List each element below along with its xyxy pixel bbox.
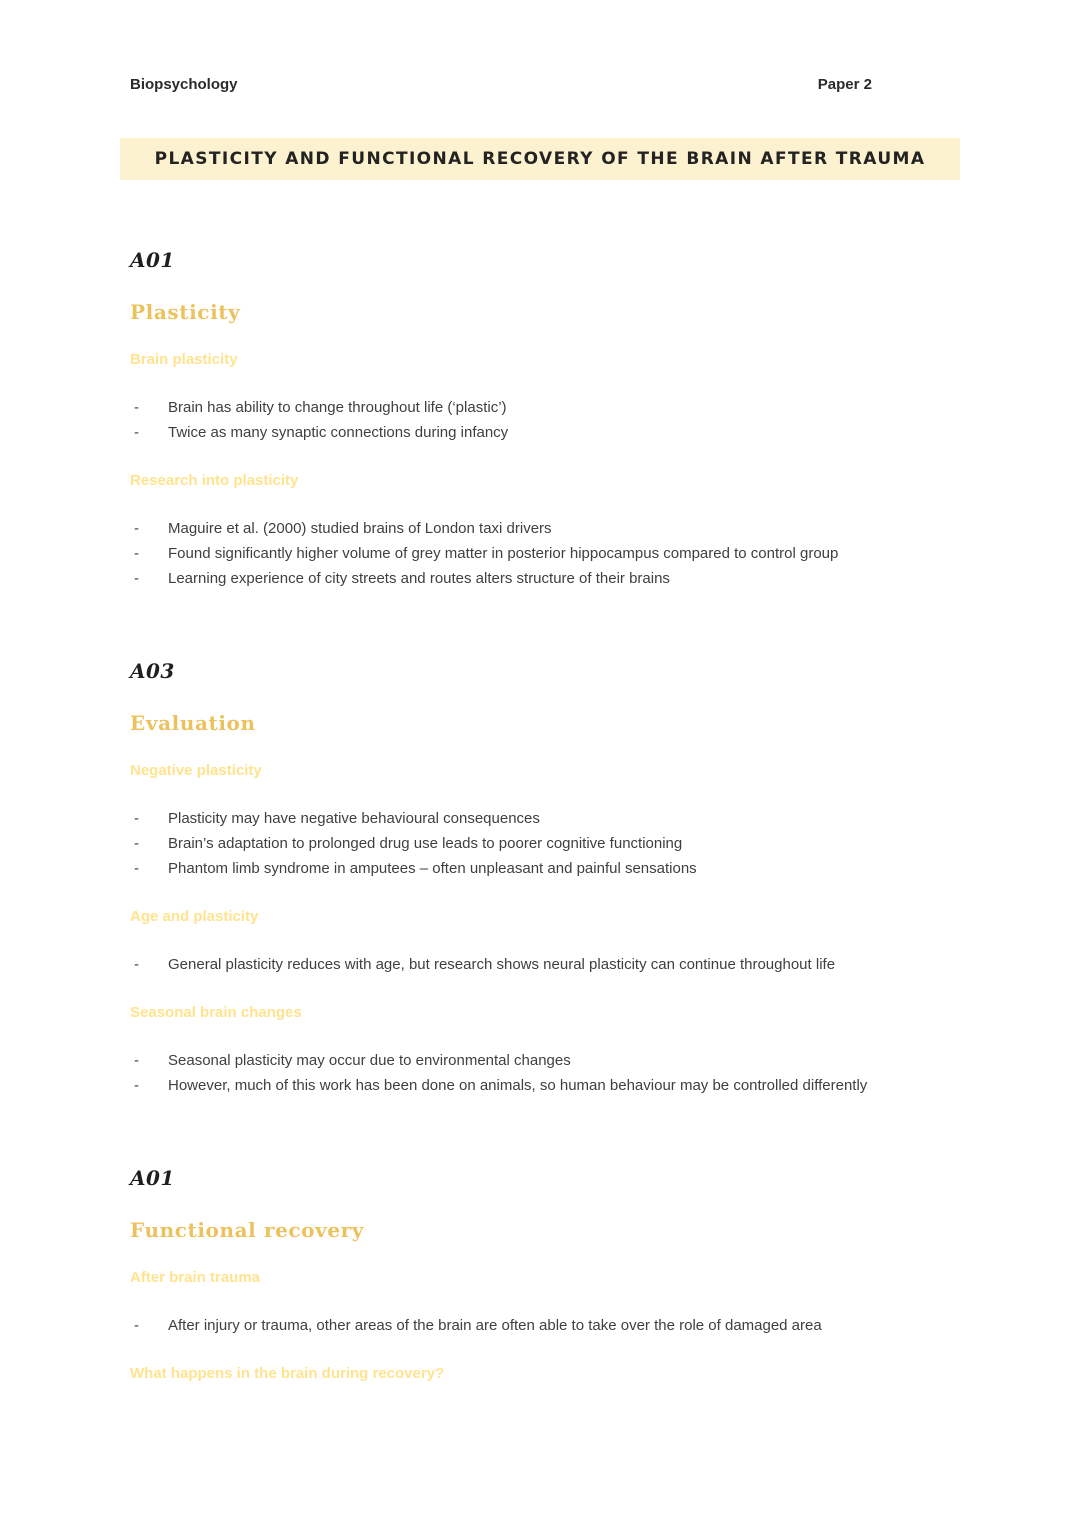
title-banner xyxy=(120,138,960,180)
section-label: A01 xyxy=(130,248,175,272)
bullet-list xyxy=(0,395,1080,445)
bullet-list xyxy=(0,1313,1080,1338)
section-heading: Plasticity xyxy=(130,300,241,324)
bullet-list xyxy=(0,806,1080,881)
note-section xyxy=(0,248,1080,591)
subsection-heading: Brain plasticity xyxy=(130,351,238,368)
header-subject: Biopsychology xyxy=(130,76,238,93)
section-label: A01 xyxy=(130,1166,175,1190)
bullet-item: - Maguire et al. (2000) studied brains of London taxi drivers xyxy=(168,516,955,541)
bullet-item: - Brain’s adaptation to prolonged drug use leads to poorer cognitive functioning xyxy=(168,831,955,856)
section-label: A03 xyxy=(130,659,175,683)
bullet-item: - However, much of this work has been done on animals, so human behaviour may be controlled differently xyxy=(168,1073,955,1098)
bullet-item: - Seasonal plasticity may occur due to environmental changes xyxy=(168,1048,955,1073)
bullet-item: - After injury or trauma, other areas of the brain are often able to take over the role of damaged area xyxy=(168,1313,955,1338)
sections xyxy=(0,248,1080,1382)
bullet-list xyxy=(0,1048,1080,1098)
bullet-item: - Plasticity may have negative behavioural consequences xyxy=(168,806,955,831)
bullet-item: - Phantom limb syndrome in amputees – often unpleasant and painful sensations xyxy=(168,856,955,881)
bullet-item: - Learning experience of city streets and routes alters structure of their brains xyxy=(168,566,955,591)
page-header xyxy=(0,0,1080,93)
header-paper: Paper 2 xyxy=(817,76,872,93)
subsection-heading: After brain trauma xyxy=(130,1269,261,1286)
section-heading: Functional recovery xyxy=(130,1218,365,1242)
bullet-item: - General plasticity reduces with age, but research shows neural plasticity can continue throughout life xyxy=(168,952,955,977)
subsection-heading: What happens in the brain during recovery? xyxy=(130,1365,445,1382)
bullet-list xyxy=(0,516,1080,591)
page-title: PLASTICITY AND FUNCTIONAL RECOVERY OF THE BRAIN AFTER TRAUMA xyxy=(154,149,926,169)
bullet-item: - Brain has ability to change throughout life (‘plastic’) xyxy=(168,395,955,420)
section-heading: Evaluation xyxy=(130,711,256,735)
subsection-heading: Research into plasticity xyxy=(130,472,299,489)
subsection-heading: Seasonal brain changes xyxy=(130,1004,302,1021)
bullet-list xyxy=(0,952,1080,977)
subsection-heading: Age and plasticity xyxy=(130,908,259,925)
note-section xyxy=(0,1166,1080,1382)
note-section xyxy=(0,659,1080,1098)
bullet-item: - Found significantly higher volume of grey matter in posterior hippocampus compared to control group xyxy=(168,541,955,566)
subsection-heading: Negative plasticity xyxy=(130,762,262,779)
bullet-item: - Twice as many synaptic connections during infancy xyxy=(168,420,955,445)
